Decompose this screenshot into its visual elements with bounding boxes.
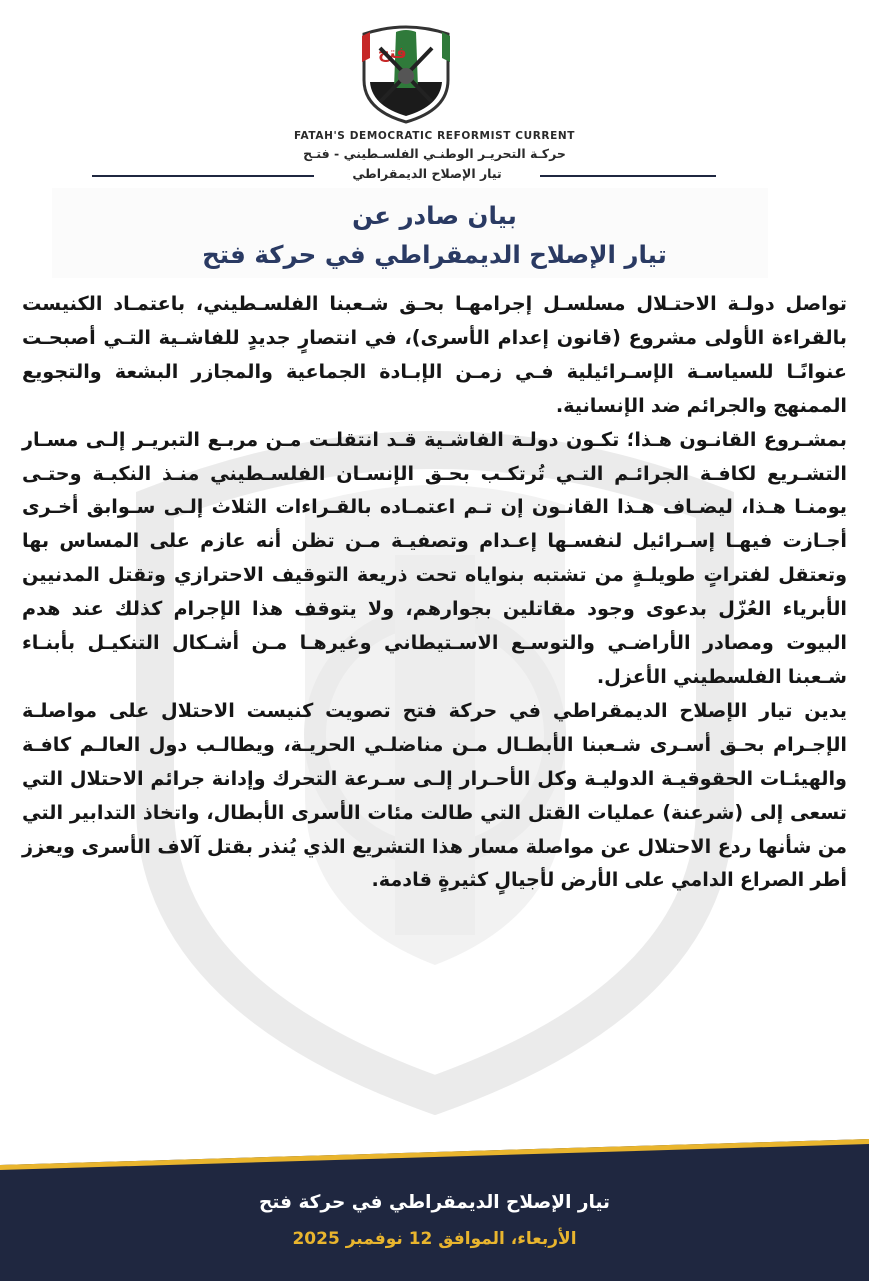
body-paragraph-2: بمشـروع القانـون هـذا؛ تكـون دولـة الفاشـية قـد انتقلـت مـن مربـع التبريـر إلـى مسـار التشـريع لكافـة الجرائـم التـي تُرتكـب بحـق الإنسـان الفلسـطيني منـذ النكبـة وحتـى يومنـا هـذا، ليضـاف هـذا القانـون إن تـم اعتمـاده بالقـراءات الثلاث إلـى سـوابق أخـرى أجـازت فيهـا إسـرائيل لنفسـها إعـدام وتصفيـة مـن تظن أنه عازم على المساس بها وتعتقل لفتراتٍ طويلـةٍ من تشتبه بنواياه تحت ذريعة التوقيف الاحترازي وتقتل المدنيين الأبرياء العُزّل بدعوى وجود مقاتلين بجوارهم، ولا يتوقف هذا الإجرام كذلك عند هدم البيوت ومصادر الأراضـي والتوسـع الاسـتيطاني وغيرهـا مـن أشـكال التنكيـل بأبنـاء شـعبنا الفلسطيني الأعزل.	[22, 427, 847, 688]
divider-line-left	[92, 175, 314, 177]
divider-line-right	[540, 175, 716, 177]
svg-text:فتح: فتح	[378, 43, 407, 62]
footer-date: الأربعاء، الموافق 12 نوفمبر 2025	[292, 1229, 577, 1249]
statement-title-line-2: تيار الإصلاح الديمقراطي في حركة فتح	[202, 240, 667, 269]
org-name-arabic: حركـة التحريـر الوطنـي الفلسـطيني - فتـح	[303, 146, 566, 161]
statement-title-line-1: بيان صادر عن	[352, 201, 517, 230]
org-subtitle: تيار الإصلاح الديمقراطي	[352, 166, 502, 181]
org-name-english: FATAH'S DEMOCRATIC REFORMIST CURRENT	[293, 130, 576, 142]
letterhead	[0, 0, 869, 190]
body-paragraph-3: يدين تيار الإصلاح الديمقراطي في حركة فتح تصويت كنيست الاحتلال على مواصلـة الإجـرام بحـق أسـرى شـعبنا الأبطـال مـن مناضلـي الحريـة، ويطالـب دول العالـم كافـة والهيئـات الحقوقيـة الدوليـة وكل الأحـرار إلـى سـرعة التحرك وإدانة جرائم الاحتلال التي تسعى إلى (شرعنة) عمليات القتل التي طالت مئات الأسرى الأبطال، واتخاذ التدابير التي من شأنها ردع الاحتلال عن مواصلة مسار هذا التشريع الذي يُنذر بقتل آلاف الأسرى ويعزز أطر الصراع الدامي على الأرض لأجيالٍ كثيرةٍ قادمة.	[22, 698, 847, 892]
fatah-logo-icon	[358, 18, 454, 124]
footer-signature: تيار الإصلاح الديمقراطي في حركة فتح	[259, 1192, 610, 1213]
statement-body	[22, 287, 847, 897]
body-paragraph-1: تواصل دولـة الاحتـلال مسلسـل إجرامهـا بحـق شـعبنا الفلسـطيني، باعتمـاد الكنيست بالقراءة الأولى مشروع (قانون إعدام الأسرى)، في انتصارٍ جديدٍ للفاشـية التـي أصبحـت عنوانًـا للسياسـة الإسـرائيلية فـي زمـن الإبـادة الجماعية والمجازر البشعة والتجويع الممنهج والجرائم ضد الإنسانية.	[22, 292, 847, 417]
